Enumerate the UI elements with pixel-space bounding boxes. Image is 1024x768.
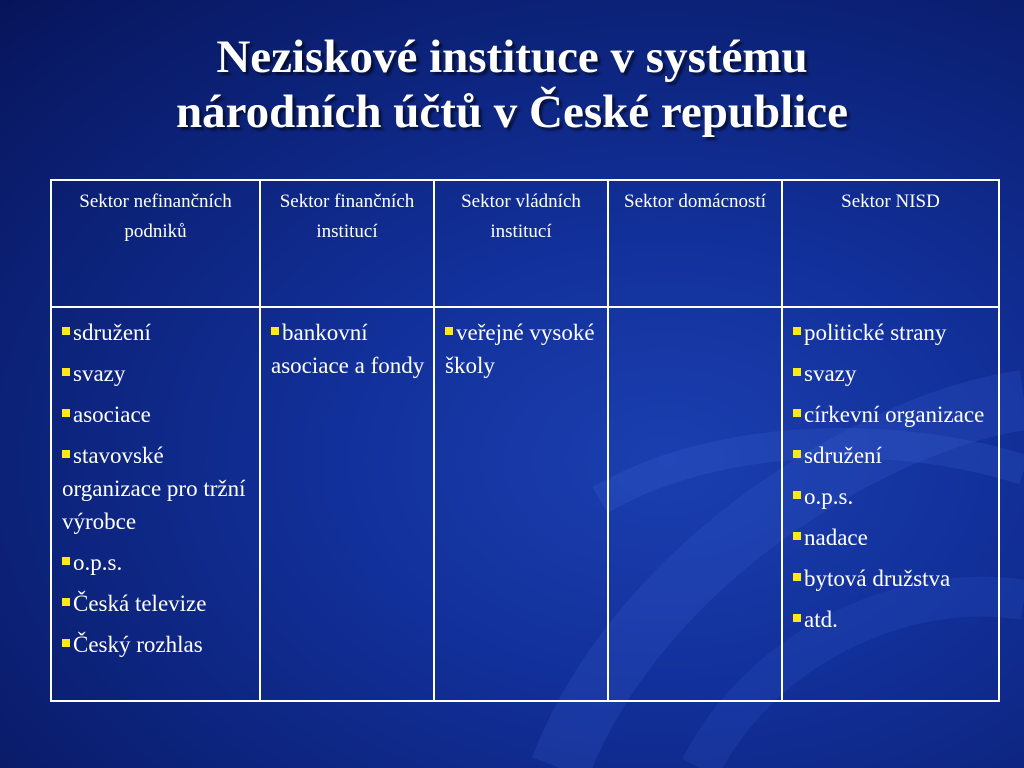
list-item bbox=[62, 628, 251, 661]
yellow-square-bullet-icon bbox=[62, 598, 70, 606]
header-sektor-vladnich-instituci: Sektor vládních institucí bbox=[434, 180, 608, 307]
list-item bbox=[62, 316, 251, 349]
list-item bbox=[793, 439, 990, 472]
yellow-square-bullet-icon bbox=[793, 327, 801, 335]
cell-sektor-domacnosti bbox=[608, 307, 782, 701]
list-item-text: veřejné vysoké školy bbox=[445, 320, 595, 378]
list-item bbox=[62, 587, 251, 620]
yellow-square-bullet-icon bbox=[62, 409, 70, 417]
list-item-text: asociace bbox=[73, 402, 151, 427]
sector-table-body-row bbox=[51, 307, 999, 701]
yellow-square-bullet-icon bbox=[793, 614, 801, 622]
list-item-text: bytová družstva bbox=[804, 566, 951, 591]
yellow-square-bullet-icon bbox=[793, 450, 801, 458]
yellow-square-bullet-icon bbox=[62, 368, 70, 376]
bullet-list bbox=[271, 316, 425, 382]
yellow-square-bullet-icon bbox=[271, 327, 279, 335]
yellow-square-bullet-icon bbox=[793, 532, 801, 540]
cell-sektor-vladnich-instituci bbox=[434, 307, 608, 701]
list-item-text: církevní organizace bbox=[804, 402, 985, 427]
bullet-list bbox=[62, 316, 251, 661]
list-item-text: Český rozhlas bbox=[73, 632, 203, 657]
yellow-square-bullet-icon bbox=[793, 368, 801, 376]
yellow-square-bullet-icon bbox=[62, 327, 70, 335]
cell-sektor-nisd bbox=[782, 307, 999, 701]
yellow-square-bullet-icon bbox=[793, 573, 801, 581]
cell-sektor-nefinancnich-podniku bbox=[51, 307, 260, 701]
yellow-square-bullet-icon bbox=[793, 409, 801, 417]
list-item bbox=[793, 562, 990, 595]
bullet-list bbox=[793, 316, 990, 636]
bullet-list bbox=[445, 316, 599, 382]
yellow-square-bullet-icon bbox=[793, 491, 801, 499]
list-item-text: sdružení bbox=[73, 320, 151, 345]
header-sektor-domacnosti: Sektor domácností bbox=[608, 180, 782, 307]
header-sektor-nefinancnich-podniku: Sektor nefinančních podniků bbox=[51, 180, 260, 307]
list-item bbox=[62, 357, 251, 390]
list-item bbox=[793, 480, 990, 513]
sector-table-header-row bbox=[51, 180, 999, 307]
list-item bbox=[793, 316, 990, 349]
cell-sektor-financnich-instituci bbox=[260, 307, 434, 701]
list-item bbox=[271, 316, 425, 382]
header-sektor-nisd: Sektor NISD bbox=[782, 180, 999, 307]
list-item-text: svazy bbox=[73, 361, 126, 386]
list-item bbox=[793, 398, 990, 431]
list-item-text: nadace bbox=[804, 525, 868, 550]
yellow-square-bullet-icon bbox=[445, 327, 453, 335]
list-item bbox=[793, 357, 990, 390]
list-item-text: bankovní asociace a fondy bbox=[271, 320, 425, 378]
yellow-square-bullet-icon bbox=[62, 639, 70, 647]
list-item-text: atd. bbox=[804, 607, 838, 632]
yellow-square-bullet-icon bbox=[62, 557, 70, 565]
list-item-text: svazy bbox=[804, 361, 857, 386]
slide-title bbox=[0, 30, 1024, 140]
list-item-text: sdružení bbox=[804, 443, 882, 468]
list-item-text: o.p.s. bbox=[804, 484, 854, 509]
list-item bbox=[62, 398, 251, 431]
list-item bbox=[793, 521, 990, 554]
list-item-text: politické strany bbox=[804, 320, 947, 345]
slide-title-line-2: národních účtů v České republice bbox=[176, 86, 848, 138]
list-item bbox=[793, 603, 990, 636]
sector-table bbox=[50, 179, 1000, 702]
list-item bbox=[62, 439, 251, 538]
slide-title-line-1: Neziskové instituce v systému bbox=[216, 31, 808, 83]
header-sektor-financnich-instituci: Sektor finančních institucí bbox=[260, 180, 434, 307]
yellow-square-bullet-icon bbox=[62, 450, 70, 458]
list-item-text: o.p.s. bbox=[73, 550, 123, 575]
list-item-text: Česká televize bbox=[73, 591, 207, 616]
list-item bbox=[62, 546, 251, 579]
list-item-text: stavovské organizace pro tržní výrobce bbox=[62, 443, 246, 534]
list-item bbox=[445, 316, 599, 382]
